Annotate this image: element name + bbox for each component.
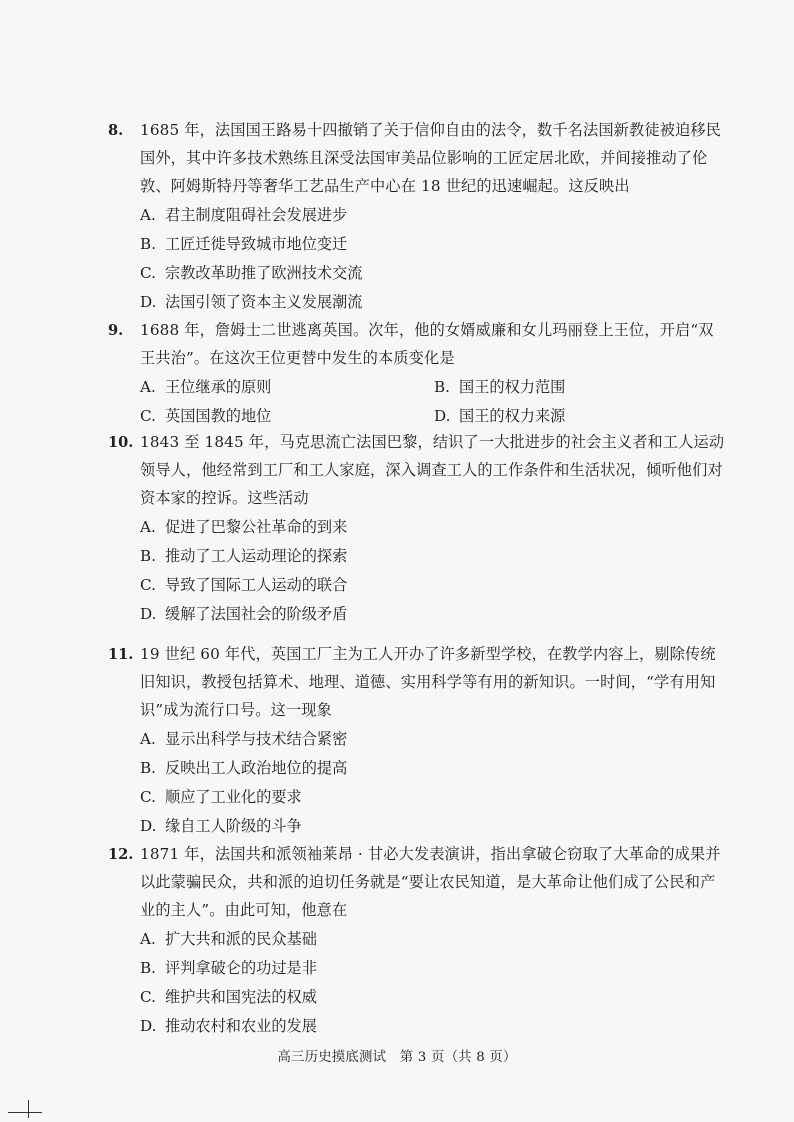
option-a: A. 显示出科学与技术结合紧密 [140,730,348,748]
question-number: 8. [108,122,124,139]
option-a: A. 君主制度阻碍社会发展进步 [140,206,348,224]
question-9 [108,316,728,431]
option-c: C. 英国国教的地位 [140,407,272,425]
option-b: B. 反映出工人政治地位的提高 [140,759,348,777]
question-stem: 1871 年，法国共和派领袖莱昂 · 甘必大发表演讲，指出拿破仑窃取了大革命的成果并以此蒙骗民众，共和派的迫切任务就是“要让农民知道，是大革命让他们成了公民和产业的主人”。由此可知，他意在 [140,845,721,919]
option-d: D. 缓解了法国社会的阶级矛盾 [140,605,348,623]
question-stem: 1843 至 1845 年，马克思流亡法国巴黎，结识了一大批进步的社会主义者和工人运动领导人，他经常到工厂和工人家庭，深入调查工人的工作条件和生活状况，倾听他们对资本家的控诉。这些活动 [140,433,725,507]
option-b: B. 推动了工人运动理论的探索 [140,547,348,565]
question-number: 10. [108,434,134,451]
option-b: B. 工匠迁徙导致城市地位变迁 [140,235,348,253]
question-number: 11. [108,646,134,663]
option-c: C. 维护共和国宪法的权威 [140,988,317,1006]
question-8 [108,116,728,317]
question-number: 12. [108,846,134,863]
question-10 [108,428,728,629]
option-d: D. 推动农村和农业的发展 [140,1017,317,1035]
scan-mark [8,1112,42,1113]
question-stem: 19 世纪 60 年代，英国工厂主为工人开办了许多新型学校，在教学内容上，剔除传统旧知识，教授包括算术、地理、道德、实用科学等有用的新知识。一时间，“学有用知识”成为流行口号。这一现象 [140,645,716,719]
option-d: D. 缘自工人阶级的斗争 [140,817,302,835]
option-a: A. 扩大共和派的民众基础 [140,930,317,948]
option-c: C. 顺应了工业化的要求 [140,788,302,806]
scan-mark [28,1100,29,1118]
option-c: C. 导致了国际工人运动的联合 [140,576,348,594]
option-b: B. 国王的权力范围 [434,378,566,396]
option-c: C. 宗教改革助推了欧洲技术交流 [140,264,363,282]
question-stem: 1685 年，法国国王路易十四撤销了关于信仰自由的法令，数千名法国新教徒被迫移民国外，其中许多技术熟练且深受法国审美品位影响的工匠定居北欧，并间接推动了伦敦、阿姆斯特丹等奢华工艺品生产中心在 18 世纪的迅速崛起。这反映出 [140,121,722,195]
option-b: B. 评判拿破仑的功过是非 [140,959,317,977]
option-a: A. 王位继承的原则 [140,378,272,396]
option-d: D. 国王的权力来源 [434,407,566,425]
question-stem: 1688 年，詹姆士二世逃离英国。次年，他的女婿威廉和女儿玛丽登上王位，开启“双王共治”。在这次王位更替中发生的本质变化是 [140,321,714,367]
question-11 [108,640,728,841]
page-footer: 高三历史摸底测试 第 3 页（共 8 页） [277,1050,517,1065]
option-d: D. 法国引领了资本主义发展潮流 [140,293,363,311]
question-12 [108,840,728,1041]
question-number: 9. [108,322,124,339]
option-a: A. 促进了巴黎公社革命的到来 [140,518,348,536]
